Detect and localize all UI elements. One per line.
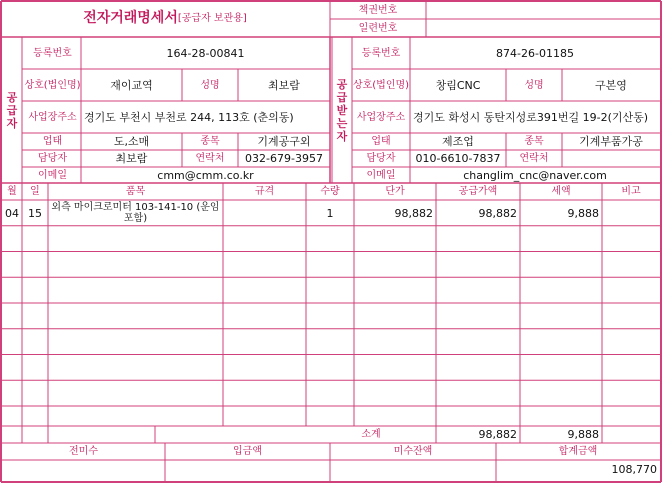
row-tax: 9,888 xyxy=(567,206,599,220)
statement-title xyxy=(0,2,330,34)
supplier-business-type: 도,소매 xyxy=(113,135,150,148)
total-label: 합계금액 xyxy=(558,446,598,457)
subtotal-label: 소계 xyxy=(361,429,381,440)
col-header-month: 월 xyxy=(7,186,17,197)
row-supply-amount: 98,882 xyxy=(478,206,517,220)
serial-no-label: 일련번호 xyxy=(358,22,398,34)
receiver-business-type: 제조업 xyxy=(442,135,474,148)
supplier-email: cmm@cmm.co.kr xyxy=(157,168,254,182)
col-header-tax: 세액 xyxy=(551,186,571,197)
supplier-address-label: 사업장주소 xyxy=(28,111,77,123)
unpaid-label: 미수잔액 xyxy=(393,446,433,457)
supplier-contact-label: 담당자 xyxy=(38,153,67,164)
supplier-address: 경기도 부천시 부천로 244, 113호 (춘의동) xyxy=(84,110,294,124)
row-qty: 1 xyxy=(326,206,334,220)
col-header-unit-price: 단가 xyxy=(385,186,405,197)
supplier-email-label: 이메일 xyxy=(38,169,67,181)
supplier-business-item: 기계공구외 xyxy=(257,135,311,148)
col-header-note: 비고 xyxy=(621,186,641,197)
subtotal-supply-amount: 98,882 xyxy=(478,428,517,441)
receiver-reg-no-label: 등록번호 xyxy=(361,47,401,59)
supplier-name: 최보람 xyxy=(268,78,300,92)
row-month: 04 xyxy=(5,206,19,220)
deposit-label: 입금액 xyxy=(233,446,262,457)
receiver-name-label: 성명 xyxy=(524,79,544,91)
prev-balance-label: 전미수 xyxy=(69,446,98,457)
receiver-address-label: 사업장주소 xyxy=(356,111,406,123)
receiver-name: 구본영 xyxy=(595,78,627,92)
subtotal-tax: 9,888 xyxy=(567,428,599,441)
receiver-email-label: 이메일 xyxy=(366,169,396,181)
title-text: 전자거래명세서 xyxy=(83,9,178,26)
receiver-phone xyxy=(562,150,660,167)
book-no-value xyxy=(426,2,660,19)
supplier-business-item-label: 종목 xyxy=(200,136,220,147)
receiver-business-item-label: 종목 xyxy=(524,136,544,147)
supplier-contact: 최보람 xyxy=(115,152,148,165)
receiver-reg-no: 874-26-01185 xyxy=(496,46,574,60)
col-header-spec: 규격 xyxy=(254,186,275,197)
supplier-company: 재이교역 xyxy=(110,78,153,92)
col-header-supply-amount: 공급가액 xyxy=(458,186,498,197)
serial-no-value xyxy=(426,19,660,37)
supplier-side-label: 공급자 xyxy=(6,90,18,130)
receiver-address: 경기도 화성시 동탄지성로391번길 19-2(기산동) xyxy=(413,110,649,124)
receiver-email: changlim_cnc@naver.com xyxy=(463,168,607,182)
row-spec xyxy=(223,200,306,226)
title-subtitle: [공급자 보관용] xyxy=(177,12,247,24)
receiver-contact-label: 담당자 xyxy=(366,153,396,164)
row-item: 외측 마이크로미터 103-141-10 (운임포함) xyxy=(51,202,220,224)
receiver-business-type-label: 업태 xyxy=(371,136,391,147)
row-day: 15 xyxy=(28,206,42,220)
total-value: 108,770 xyxy=(611,463,657,476)
supplier-phone-label: 연락처 xyxy=(195,153,225,164)
receiver-side-label: 공급받는자 xyxy=(336,77,348,143)
receiver-company-label: 상호(법인명) xyxy=(352,79,410,91)
prev-balance-value xyxy=(2,460,162,479)
supplier-name-label: 성명 xyxy=(200,79,220,91)
deposit-value xyxy=(165,460,327,479)
supplier-reg-no: 164-28-00841 xyxy=(166,46,245,60)
unpaid-value xyxy=(330,460,493,479)
supplier-business-type-label: 업태 xyxy=(42,136,63,147)
receiver-company: 창림CNC xyxy=(435,78,481,92)
receiver-business-item: 기계부품가공 xyxy=(579,135,643,148)
receiver-phone-label: 연락처 xyxy=(519,153,549,164)
row-note xyxy=(602,200,660,226)
col-header-item: 품목 xyxy=(125,186,146,197)
receiver-contact: 010-6610-7837 xyxy=(415,152,501,165)
row-unit-price: 98,882 xyxy=(394,206,433,220)
supplier-reg-no-label: 등록번호 xyxy=(33,47,72,59)
supplier-phone: 032-679-3957 xyxy=(245,152,323,165)
col-header-qty: 수량 xyxy=(320,186,340,197)
col-header-day: 일 xyxy=(30,186,40,197)
supplier-company-label: 상호(법인명) xyxy=(24,79,81,91)
book-no-label: 책권번호 xyxy=(358,5,398,16)
